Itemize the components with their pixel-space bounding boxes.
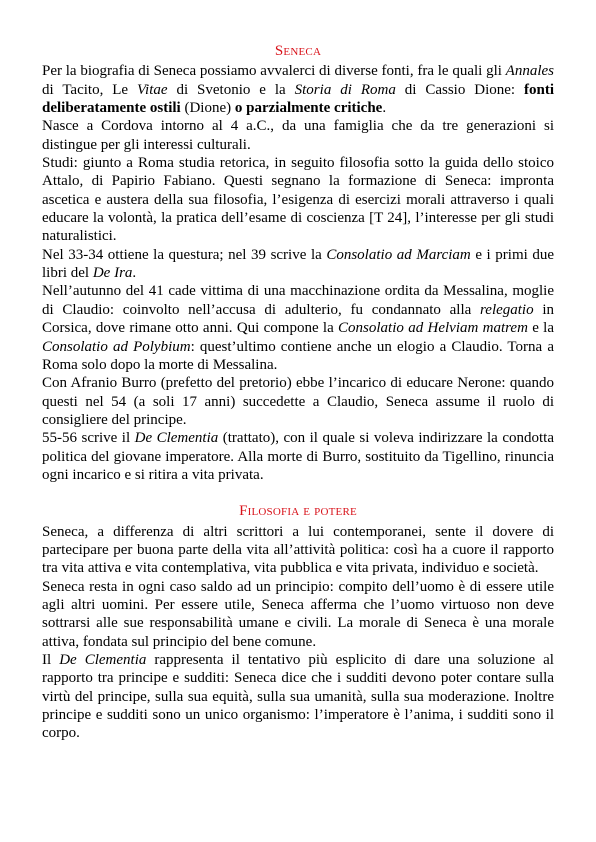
document-page bbox=[42, 42, 554, 743]
paragraph-exile bbox=[42, 282, 554, 374]
paragraph-studies: Studi: giunto a Roma studia retorica, in seguito filosofia sotto la guida dello stoico Attalo, di Papirio Fabiano. Questi segnano la formazione di Seneca: impronta ascetica e austera della sua filosofia, l’esigenza di esercizi morali attraverso i quali educare la volontà, la pratica dell’esame di coscienza [T 24], l’interesse per gli studi naturalistici. bbox=[42, 155, 554, 245]
paragraph-nerone: Con Afranio Burro (prefetto del pretorio) ebbe l’incarico di educare Nerone: quando questi nel 54 (a soli 17 anni) succedette a Claudio, Seneca assume il ruolo di consigliere del principe. bbox=[42, 375, 554, 428]
paragraph-sources bbox=[42, 62, 554, 117]
section-title-filosofia-e-potere: Filosofia e potere bbox=[239, 503, 357, 520]
text-run: (Dione) bbox=[180, 100, 235, 117]
text-run: rappresenta il tentativo più esplicito di dare una soluzione al rapporto tra principe e sudditi: Seneca dice che i sudditi devono poter contare sulla virtù del principe, sulla sua equità, sulla sua umanità, sulla sua moderazione. Inoltre principe e sudditi sono un unico organismo: l’imperatore è l’anima, i sudditi sono il corpo. bbox=[42, 652, 554, 742]
work-title-de-clementia: De Clementia bbox=[59, 652, 147, 668]
term-relegatio: relegatio bbox=[480, 301, 534, 318]
paragraph-politics: Seneca, a differenza di altri scrittori a lui contemporanei, sente il dovere di partecipare per buona parte della vita all’attività politica: così ha a cuore il rapporto tra vita attiva e vita contemplativa, vita pubblica e vita privata, individuo e società. bbox=[42, 523, 554, 577]
text-run: Nell’autunno del 41 cade vittima di una macchinazione ordita da Messalina, moglie di Claudio: coinvolto nell’accusa di adulterio, fu condannato alla bbox=[42, 283, 554, 318]
text-run: Per la biografia di Seneca possiamo avvalerci di diverse fonti, fra le quali gli bbox=[42, 63, 506, 80]
work-title-consolatio-ad-marciam: Consolatio ad Marciam bbox=[326, 246, 471, 263]
paragraph-questura bbox=[42, 246, 554, 283]
text-run: di Cassio Dione: bbox=[395, 81, 525, 98]
text-run: in Corsica, dove rimane otto anni. Qui compone la bbox=[42, 301, 555, 337]
bold-phrase-critiche: o parzialmente critiche bbox=[234, 100, 383, 117]
text-run: Il bbox=[42, 652, 60, 668]
text-run: di Tacito, Le bbox=[42, 81, 137, 98]
section-title-seneca: Seneca bbox=[274, 43, 322, 59]
bold-phrase-ostili: fonti deliberatamente ostili bbox=[42, 81, 555, 117]
work-title-annales: Annales bbox=[505, 63, 554, 80]
text-run: di Svetonio e la bbox=[167, 81, 295, 98]
paragraph-birth: Nasce a Cordova intorno al 4 a.C., da una famiglia che da tre generazioni si distingue per gli interessi culturali. bbox=[42, 118, 554, 153]
text-run: (trattato), con il quale si voleva indirizzare la condotta politica del giovane imperatore. Alla morte di Burro, sostituito da Tigellino, rinuncia ogni incarico e si ritira a vita privata. bbox=[42, 430, 554, 483]
text-run: Nel 33-34 ottiene la questura; nel 39 scrive la bbox=[42, 246, 327, 263]
work-title-de-ira: De Ira bbox=[92, 265, 133, 282]
paragraph-principle: Seneca resta in ogni caso saldo ad un principio: compito dell’uomo è di essere utile agli altri uomini. Per essere utile, Seneca afferma che l’uomo virtuoso non deve sottrarsi alle sue responsabilità umane e civili. La morale di Seneca è una morale attiva, fondata sul principio del bene comune. bbox=[42, 578, 554, 650]
work-title-vitae: Vitae bbox=[137, 81, 168, 98]
work-title-consolatio-ad-polybium: Consolatio ad Polybium bbox=[42, 338, 191, 355]
text-run: 55-56 scrive il bbox=[42, 430, 135, 447]
text-run: : quest’ultimo contiene anche un elogio a Claudio. Torna a Roma solo dopo la morte di Messalina. bbox=[42, 338, 554, 373]
work-title-consolatio-ad-helviam: Consolatio ad Helviam matrem bbox=[338, 320, 528, 337]
text-run: . bbox=[132, 265, 137, 282]
paragraph-de-clementia bbox=[42, 429, 554, 484]
work-title-de-clementia: De Clementia bbox=[134, 430, 219, 447]
text-run: . bbox=[382, 100, 387, 117]
paragraph-principe-sudditi bbox=[42, 651, 554, 743]
text-run: e la bbox=[527, 320, 555, 337]
work-title-storia-di-roma: Storia di Roma bbox=[294, 81, 396, 98]
text-run: e i primi due libri del bbox=[42, 246, 555, 282]
